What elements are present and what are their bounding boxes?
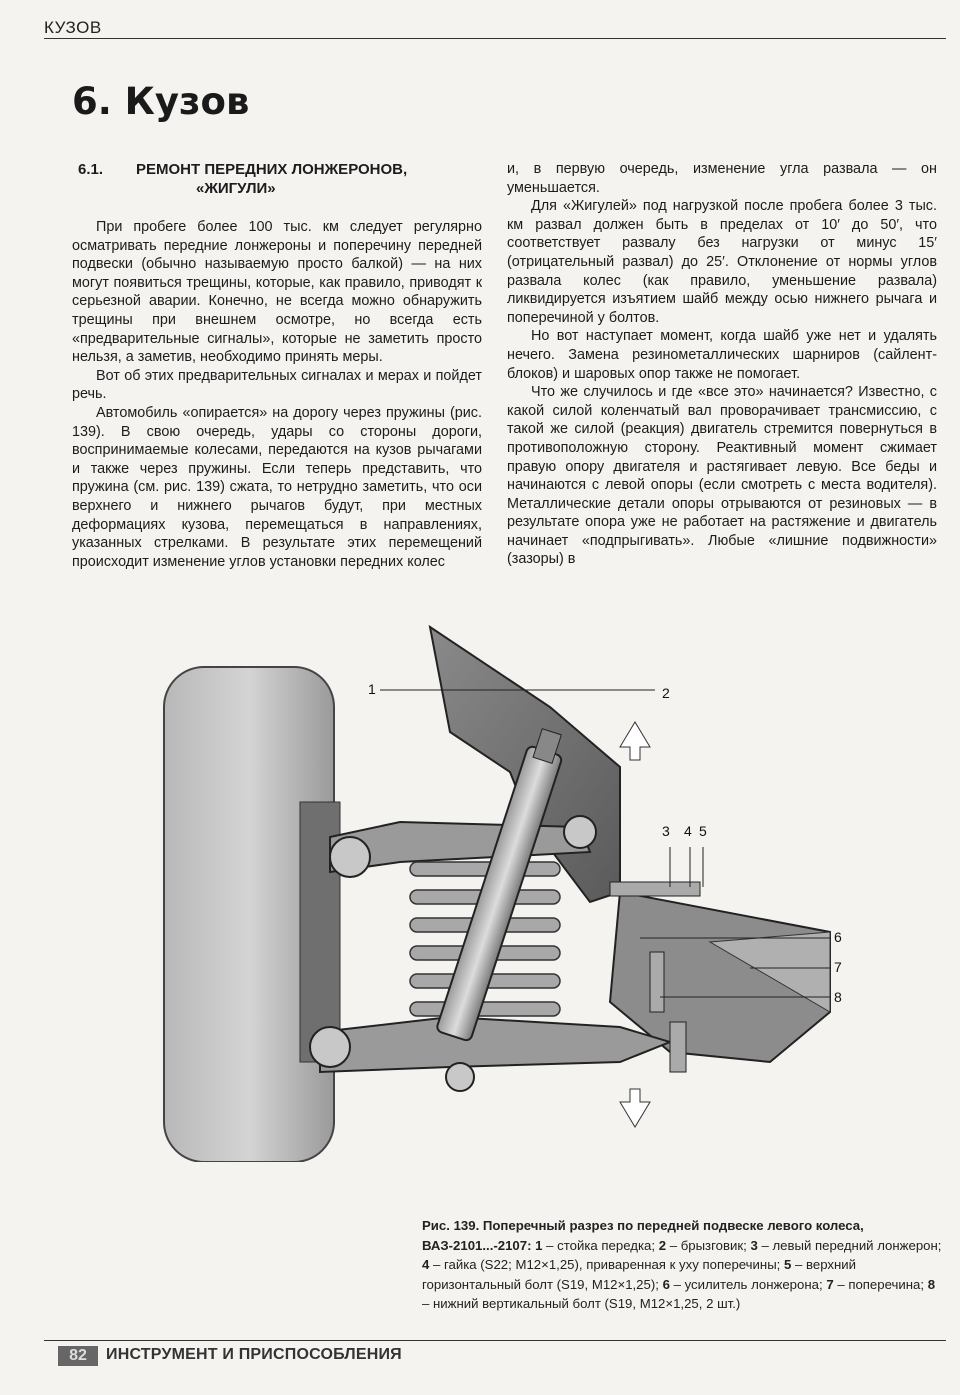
callout-label: 5 xyxy=(699,823,707,839)
paragraph: Что же случилось и где «все это» начинается? Известно, с какой силой коленчатый вал проворачивает трансмиссию, с такой же силой (реакция) двигатель стремится повернуться в противоположную сторону. Реактивный момент сжимает правую опору двигателя и растягивает левую. Все беды и начинаются с левой опоры (если смотреть с места водителя). Металлические детали опоры отрываются от резиновых — в результате опора уже не работает на растяжение и двигатель начинает «подпрыгивать». Любые «лишние подвижности» (зазоры) в xyxy=(507,384,937,568)
left-column xyxy=(72,160,482,571)
caption-item-text: – стойка передка; xyxy=(542,1237,659,1253)
callout-label: 7 xyxy=(834,959,842,975)
arrow-down-icon xyxy=(620,1089,650,1127)
shock-absorber xyxy=(436,726,569,1041)
upper-arm-pivot xyxy=(564,816,596,848)
callout-label: 1 xyxy=(368,681,376,697)
lower-ball-joint xyxy=(310,1027,350,1067)
horizontal-bolt xyxy=(610,882,700,896)
paragraph: Вот об этих предварительных сигналах и мерах и пойдет речь. xyxy=(72,367,482,403)
callout-label: 4 xyxy=(684,823,692,839)
caption-item-text: – гайка (S22; M12×1,25), приваренная к уху поперечины; xyxy=(429,1257,785,1272)
caption-item-number: 5 xyxy=(784,1257,792,1272)
callout-label: 3 xyxy=(662,823,670,839)
paragraph: Для «Жигулей» под нагрузкой после пробега более 3 тыс. км развал должен быть в пределах от 10′ до 50′, что соответствует развалу без нагрузки от минус 15′ (отрицательный развал) до 25′. Отклонение от нормы углов развала колес (как правило, уменьшение развала) ликвидируется изъятием шайб между осью нижнего рычага и поперечиной у болтов. xyxy=(507,198,937,326)
footer-rule xyxy=(44,1340,946,1341)
caption-title: Рис. 139. Поперечный разрез по передней подвеске левого колеса, ВАЗ-2101...-2107: xyxy=(422,1218,864,1253)
caption-item-text: – левый передний лонжерон; xyxy=(757,1237,942,1253)
paragraph: Но вот наступает момент, когда шайб уже нет и удалять нечего. Замена резинометаллических шарниров (сайлент-блоков) и шаровых опор также не помогает. xyxy=(507,328,937,382)
page-number: 82 xyxy=(58,1346,98,1366)
paragraph: и, в первую очередь, изменение угла развала — он уменьшается. xyxy=(507,161,937,196)
caption-item-number: 3 xyxy=(750,1237,758,1253)
caption-item-text: – усилитель лонжерона; xyxy=(669,1276,827,1292)
upper-ball-joint xyxy=(330,837,370,877)
section-number: 6.1. xyxy=(78,161,104,178)
chapter-title: 6. Кузов xyxy=(72,80,250,123)
figure-caption xyxy=(422,1216,946,1314)
right-column xyxy=(507,160,937,569)
caption-item-number: 7 xyxy=(826,1276,834,1292)
callout-label: 8 xyxy=(834,989,842,1005)
caption-item-text: – брызговик; xyxy=(666,1237,751,1253)
lower-arm xyxy=(320,1017,670,1072)
suspension-cross-section-figure xyxy=(150,622,870,1162)
section-title-line1: РЕМОНТ ПЕРЕДНИХ ЛОНЖЕРОНОВ, xyxy=(136,161,408,178)
vertical-bolt xyxy=(670,1022,686,1072)
paragraph: При пробеге более 100 тыс. км следует регулярно осматривать передние лонжероны и поперечину передней подвески (обычно называемую просто балкой) — на них могут появиться трещины, которые, как правило, приводят к серьезной аварии. Конечно, не всегда можно обнаружить трещины при внешнем осмотре, но всегда есть «предварительные сигналы», которые не заметить просто нельзя, а заметив, необходимо принять меры. xyxy=(72,219,482,366)
callout-label: 2 xyxy=(662,685,670,701)
caption-item-number: 2 xyxy=(658,1237,667,1253)
caption-item-text: – нижний вертикальный болт (S19, M12×1,25, 2 шт.) xyxy=(422,1296,741,1311)
section-title-line2: «ЖИГУЛИ» xyxy=(196,180,276,197)
suspension-illustration xyxy=(150,622,870,1162)
section-heading xyxy=(72,160,482,198)
caption-item-number: 1 xyxy=(535,1237,543,1253)
lower-arm-pivot xyxy=(446,1063,474,1091)
section-title xyxy=(136,160,482,198)
vertical-bolt xyxy=(650,952,664,1012)
header-rule xyxy=(44,38,946,39)
caption-item-text: – верхний горизонтальный болт (S19, M12×1,25); xyxy=(422,1257,857,1292)
footer-section-label: ИНСТРУМЕНТ И ПРИСПОСОБЛЕНИЯ xyxy=(106,1346,402,1363)
running-header: КУЗОВ xyxy=(44,18,102,37)
callout-label: 6 xyxy=(834,929,842,945)
paragraph: Автомобиль «опирается» на дорогу через пружины (рис. 139). В свою очередь, удары со стороны дороги, воспринимаемые колесами, передаются на кузов рычагами и также через пружины. Если теперь представить, что пружина (см. рис. 139) сжата, то нетрудно заметить, что оси верхнего и нижнего рычагов будут, при местных деформациях кузова, перемещаться в направлениях, указанных стрелками. В результате этих перемещений происходит изменение углов установки передних колес xyxy=(72,404,482,570)
caption-item-number: 6 xyxy=(662,1276,670,1292)
caption-item-number: 4 xyxy=(422,1257,430,1272)
caption-item-text: – поперечина; xyxy=(833,1276,928,1292)
caption-item-number: 8 xyxy=(927,1276,936,1292)
arrow-up-icon xyxy=(620,722,650,760)
